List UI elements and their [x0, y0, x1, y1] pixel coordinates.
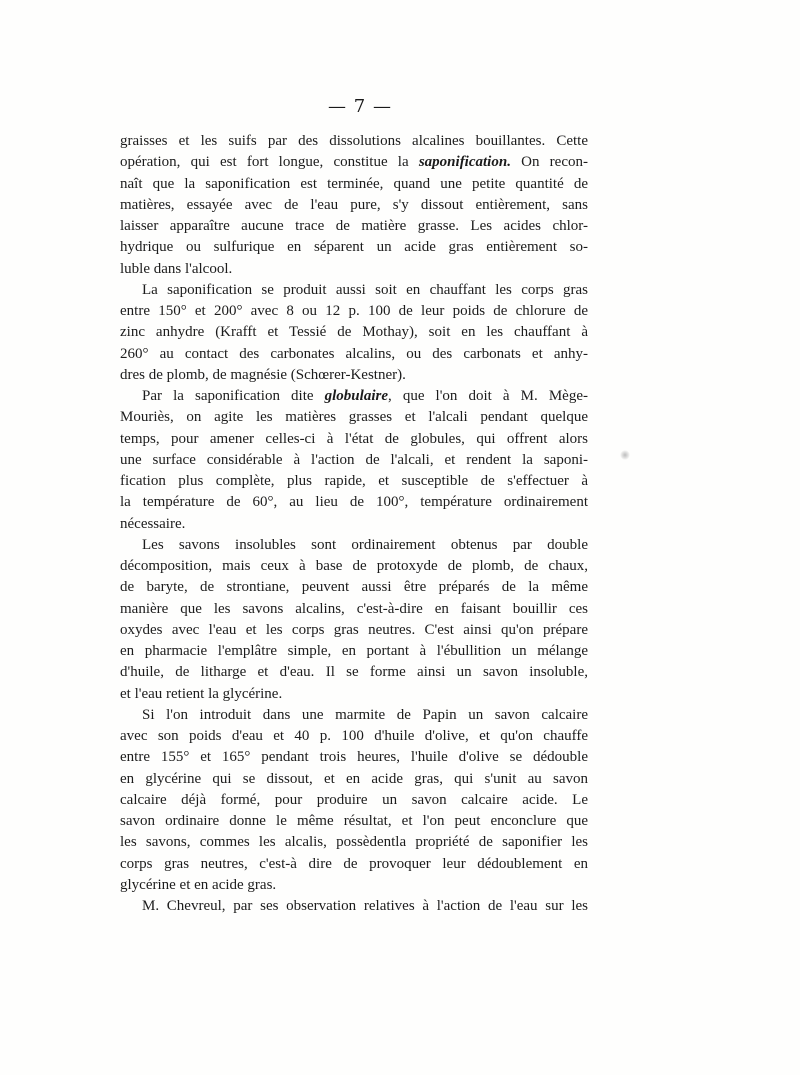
text-line: Si l'on introduit dans une marmite de Papin un savon calcaire [142, 706, 588, 723]
text-line: dres de plomb, de magnésie (Schœrer-Kestner). [120, 366, 406, 383]
text-line: 260° au contact des carbonates alcalins, ou des carbonats et anhy- [120, 345, 588, 362]
text-line: graisses et les suifs par des dissolutions alcalines bouillantes. Cette [120, 133, 588, 149]
text-line: de baryte, de strontiane, peuvent aussi être préparés de la même [120, 579, 588, 596]
paragraph-p3 [120, 386, 588, 535]
text-line: Mouriès, on agite les matières grasses et l'alcali pendant quelque [120, 409, 588, 426]
text-line: entre 150° et 200° avec 8 ou 12 p. 100 de leur poids de chlorure de [120, 303, 588, 319]
text-line: en pharmacie l'emplâtre simple, en portant à l'ébullition un mélange [120, 643, 588, 659]
text-line: M. Chevreul, par ses observation relatives à l'action de l'eau sur les [142, 898, 588, 914]
text-line: manière que les savons alcalins, c'est-à-dire en faisant bouillir ces [120, 600, 588, 617]
text-line: la température de 60°, au lieu de 100°, température ordinairement [120, 494, 588, 511]
text-line: oxydes avec l'eau et les corps gras neutres. C'est ainsi qu'on prépare [120, 621, 588, 638]
text-line: luble dans l'alcool. [120, 260, 233, 277]
text-line: laisser apparaître aucune trace de matière grasse. Les acides chlor- [120, 218, 588, 234]
paragraph-p1 [120, 131, 588, 280]
text-line: matières, essayée avec de l'eau pure, s'y dissout entièrement, sans [120, 196, 588, 213]
text-line: Les savons insolubles sont ordinairement obtenus par double [142, 536, 588, 553]
emphasized-term: saponification. [418, 154, 511, 171]
text-line: d'huile, de litharge et d'eau. Il se forme ainsi un savon insoluble, [120, 664, 588, 681]
text-line: entre 155° et 165° pendant trois heures, l'huile d'olive se dédouble [120, 749, 588, 766]
paragraph-p6 [120, 896, 588, 917]
body-text [120, 131, 588, 917]
text-line: une surface considérable à l'action de l'alcali, et rendent la saponi- [120, 451, 588, 468]
paragraph-p5 [120, 705, 588, 896]
ink-speck [620, 450, 630, 460]
text-line: opération, qui est fort longue, constitue la saponification. On recon- [120, 154, 588, 171]
text-line: nécessaire. [120, 515, 186, 532]
text-line: corps gras neutres, c'est-à dire de provoquer leur dédoublement en [120, 855, 588, 872]
text-line: hydrique ou sulfurique en séparent un acide gras entièrement so- [120, 239, 588, 256]
text-line: La saponification se produit aussi soit en chauffant les corps gras [142, 281, 588, 298]
emphasized-term: globulaire [324, 388, 388, 404]
paragraph-p4 [120, 535, 588, 705]
text-line: décomposition, mais ceux à base de protoxyde de plomb, de chaux, [120, 558, 588, 574]
text-line: zinc anhydre (Krafft et Tessié de Mothay), soit en les chauffant à [120, 324, 588, 341]
text-line: Par la saponification dite globulaire, que l'on doit à M. Mège- [142, 388, 588, 404]
text-line: naît que la saponification est terminée, quand une petite quantité de [120, 175, 588, 192]
text-line: avec son poids d'eau et 40 p. 100 d'huile d'olive, et qu'on chauffe [120, 728, 588, 744]
text-line: en glycérine qui se dissout, et en acide gras, qui s'unit au savon [120, 770, 588, 787]
text-line: les savons, commes les alcalis, possèdentla propriété de saponifier les [120, 834, 588, 851]
text-line: fication plus complète, plus rapide, et susceptible de s'effectuer à [120, 473, 588, 489]
text-line: calcaire déjà formé, pour produire un savon calcaire acide. Le [120, 791, 588, 808]
text-line: glycérine et en acide gras. [120, 876, 277, 893]
text-line: savon ordinaire donne le même résultat, et l'on peut enconclure que [120, 813, 588, 829]
text-line: temps, pour amener celles-ci à l'état de globules, qui offrent alors [120, 430, 588, 447]
text-line: et l'eau retient la glycérine. [120, 685, 283, 702]
paragraph-p2 [120, 280, 588, 386]
page-number: — 7 — [328, 96, 392, 117]
